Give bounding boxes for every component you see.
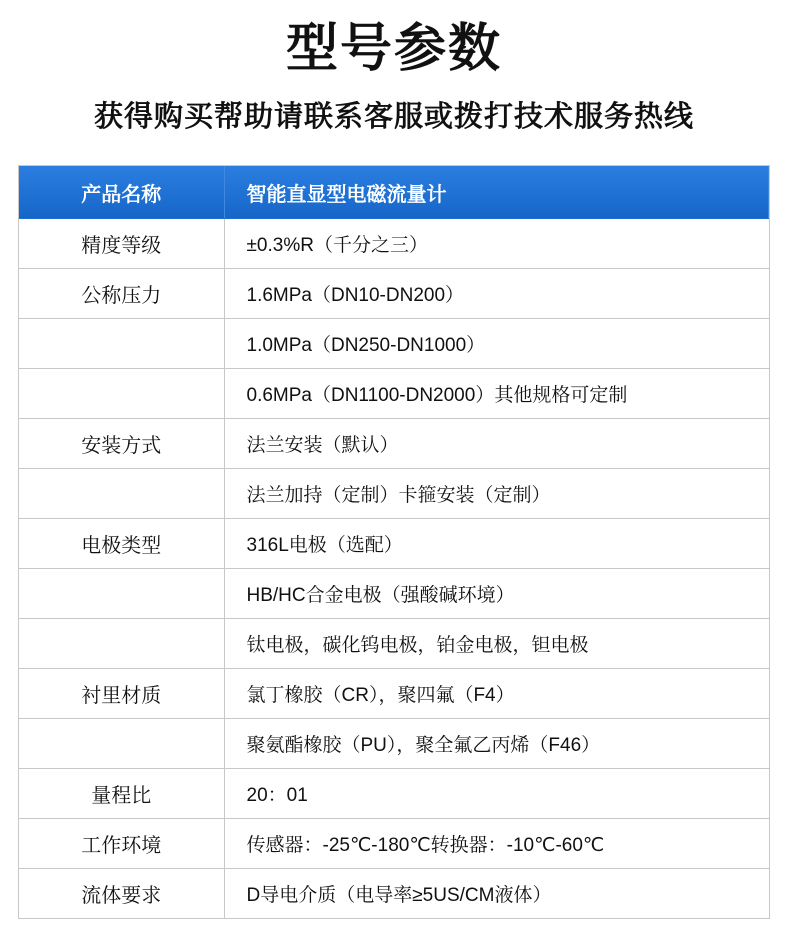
row-label: 流体要求 — [19, 868, 224, 918]
row-label: 电极类型 — [19, 518, 224, 568]
row-label: 精度等级 — [19, 218, 224, 268]
row-label: 公称压力 — [19, 268, 224, 318]
row-value: ±0.3%R（千分之三） — [224, 218, 769, 268]
row-label — [19, 718, 224, 768]
table-header-value: 智能直显型电磁流量计 — [224, 166, 769, 218]
row-label: 衬里材质 — [19, 668, 224, 718]
table-row — [19, 268, 769, 318]
row-value: D导电介质（电导率≥5US/CM液体） — [224, 868, 769, 918]
table-row — [19, 818, 769, 868]
row-label: 量程比 — [19, 768, 224, 818]
table-row — [19, 418, 769, 468]
spec-table-body — [19, 166, 769, 918]
table-row — [19, 518, 769, 568]
row-value: 钛电极，碳化钨电极，铂金电极，钽电极 — [224, 618, 769, 668]
table-row — [19, 318, 769, 368]
row-value: 法兰加持（定制）卡箍安装（定制） — [224, 468, 769, 518]
spec-table — [19, 166, 769, 919]
table-row — [19, 468, 769, 518]
row-label — [19, 368, 224, 418]
row-value: 1.0MPa（DN250-DN1000） — [224, 318, 769, 368]
table-row — [19, 668, 769, 718]
table-header-row — [19, 166, 769, 218]
table-row — [19, 718, 769, 768]
row-value: 20：01 — [224, 768, 769, 818]
row-label — [19, 568, 224, 618]
table-row — [19, 568, 769, 618]
row-value: 1.6MPa（DN10-DN200） — [224, 268, 769, 318]
row-value: 传感器：-25℃-180℃转换器：-10℃-60℃ — [224, 818, 769, 868]
page-title: 型号参数 — [285, 20, 502, 78]
row-label — [19, 618, 224, 668]
row-label: 安装方式 — [19, 418, 224, 468]
table-row — [19, 618, 769, 668]
row-value: 316L电极（选配） — [224, 518, 769, 568]
table-row — [19, 218, 769, 268]
table-row — [19, 368, 769, 418]
row-label — [19, 318, 224, 368]
page-header — [0, 0, 788, 135]
row-label: 工作环境 — [19, 818, 224, 868]
row-value: HB/HC合金电极（强酸碱环境） — [224, 568, 769, 618]
table-row — [19, 868, 769, 918]
table-header-label: 产品名称 — [19, 166, 224, 218]
page-subtitle: 获得购买帮助请联系客服或拨打技术服务热线 — [93, 101, 694, 134]
table-row — [19, 768, 769, 818]
spec-table-container — [18, 165, 770, 919]
row-label — [19, 468, 224, 518]
row-value: 聚氨酯橡胶（PU），聚全氟乙丙烯（F46） — [224, 718, 769, 768]
row-value: 氯丁橡胶（CR），聚四氟（F4） — [224, 668, 769, 718]
row-value: 0.6MPa（DN1100-DN2000）其他规格可定制 — [224, 368, 769, 418]
row-value: 法兰安装（默认） — [224, 418, 769, 468]
